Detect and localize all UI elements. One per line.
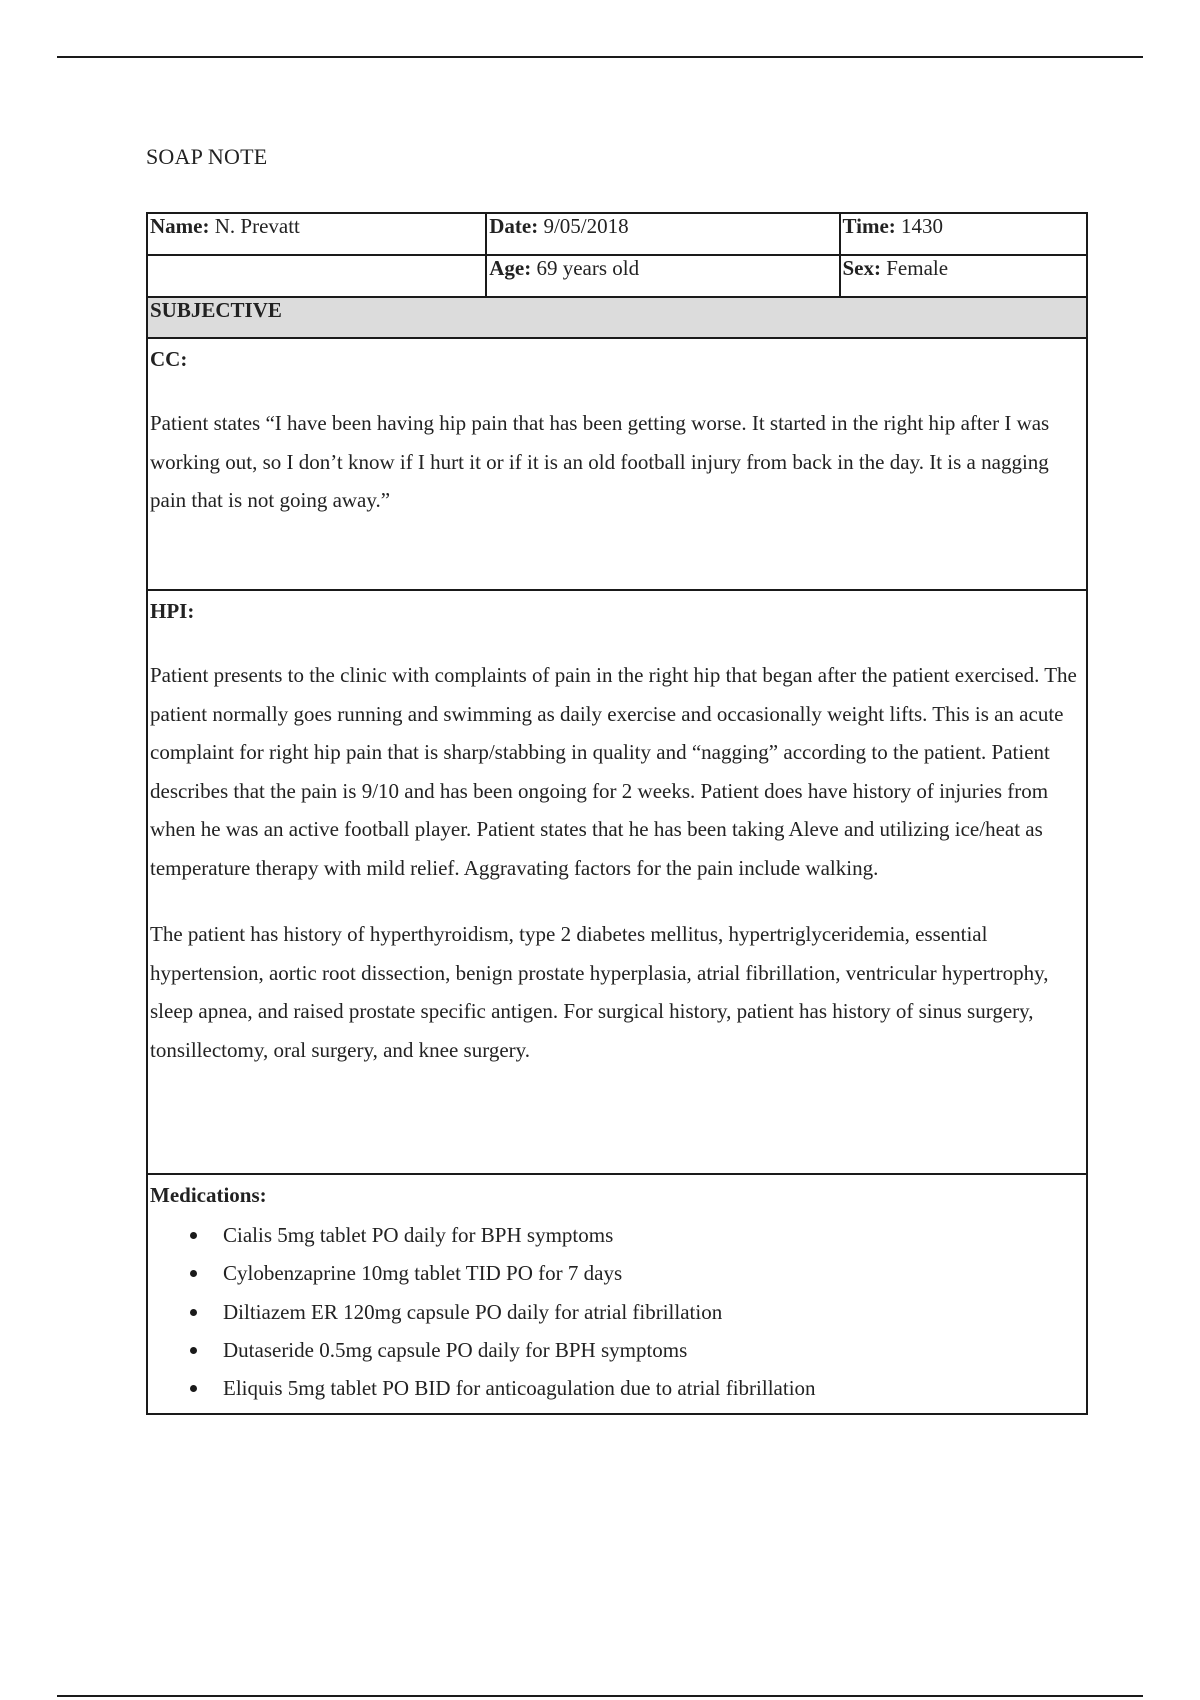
name-cell xyxy=(147,213,486,255)
hpi-row xyxy=(147,590,1087,1174)
age-label: Age: xyxy=(489,256,532,280)
subjective-heading: SUBJECTIVE xyxy=(147,297,1087,338)
date-value: 9/05/2018 xyxy=(538,214,629,238)
cc-row xyxy=(147,338,1087,590)
sex-value: Female xyxy=(881,256,949,280)
medication-item: Dutaseride 0.5mg capsule PO daily for BPH symptoms xyxy=(150,1331,1084,1369)
demographics-row xyxy=(147,255,1087,297)
hpi-paragraph: Patient presents to the clinic with complaints of pain in the right hip that began after the patient exercised. The patient normally goes running and swimming as daily exercise and occasionally weight lifts. This is an acute complaint for right hip pain that is sharp/stabbing in quality and “nagging” according to the patient. Patient describes that the pain is 9/10 and has been ongoing for 2 weeks. Patient does have history of injuries from when he was an active football player. Patient states that he has been taking Aleve and utilizing ice/heat as temperature therapy with mild relief. Aggravating factors for the pain include walking. xyxy=(150,663,1077,880)
time-label: Time: xyxy=(842,214,896,238)
medication-item: Cylobenzaprine 10mg tablet TID PO for 7 days xyxy=(150,1254,1084,1292)
empty-cell xyxy=(147,255,486,297)
sex-label: Sex: xyxy=(842,256,881,280)
medications-cell xyxy=(147,1174,1087,1414)
patient-info-row xyxy=(147,213,1087,255)
cc-text: Patient states “I have been having hip pain that has been getting worse. It started in the right hip after I was working out, so I don’t know if I hurt it or if it is an old football injury from back in the day. It is a nagging pain that is not going away.” xyxy=(150,411,1050,512)
hpi-history-paragraph: The patient has history of hyperthyroidism, type 2 diabetes mellitus, hypertriglyceridemia, essential hypertension, aortic root dissection, benign prostate hyperplasia, atrial fibrillation, ventricular hypertrophy, sleep apnea, and raised prostate specific antigen. For surgical history, patient has history of sinus surgery, tonsillectomy, oral surgery, and knee surgery. xyxy=(150,922,1049,1062)
soap-note-table xyxy=(146,212,1088,1415)
date-cell xyxy=(486,213,839,255)
name-label: Name: xyxy=(150,214,210,238)
time-cell xyxy=(840,213,1088,255)
name-value: N. Prevatt xyxy=(209,214,300,238)
cc-cell xyxy=(147,338,1087,590)
medication-item: Eliquis 5mg tablet PO BID for anticoagulation due to atrial fibrillation xyxy=(150,1369,1084,1407)
hpi-label: HPI: xyxy=(150,599,195,623)
bottom-rule xyxy=(57,1695,1143,1697)
medications-list xyxy=(150,1216,1084,1407)
medication-item: Diltiazem ER 120mg capsule PO daily for atrial fibrillation xyxy=(150,1293,1084,1331)
time-value: 1430 xyxy=(895,214,944,238)
hpi-cell xyxy=(147,590,1087,1174)
top-rule xyxy=(57,56,1143,58)
medications-row xyxy=(147,1174,1087,1414)
age-value: 69 years old xyxy=(531,256,640,280)
date-label: Date: xyxy=(489,214,539,238)
subjective-header-row xyxy=(147,297,1087,338)
age-cell xyxy=(486,255,839,297)
cc-label: CC: xyxy=(150,347,188,371)
sex-cell xyxy=(840,255,1088,297)
medication-item: Cialis 5mg tablet PO daily for BPH symptoms xyxy=(150,1216,1084,1254)
document-title: SOAP NOTE xyxy=(146,144,268,169)
medications-label: Medications: xyxy=(150,1183,267,1207)
